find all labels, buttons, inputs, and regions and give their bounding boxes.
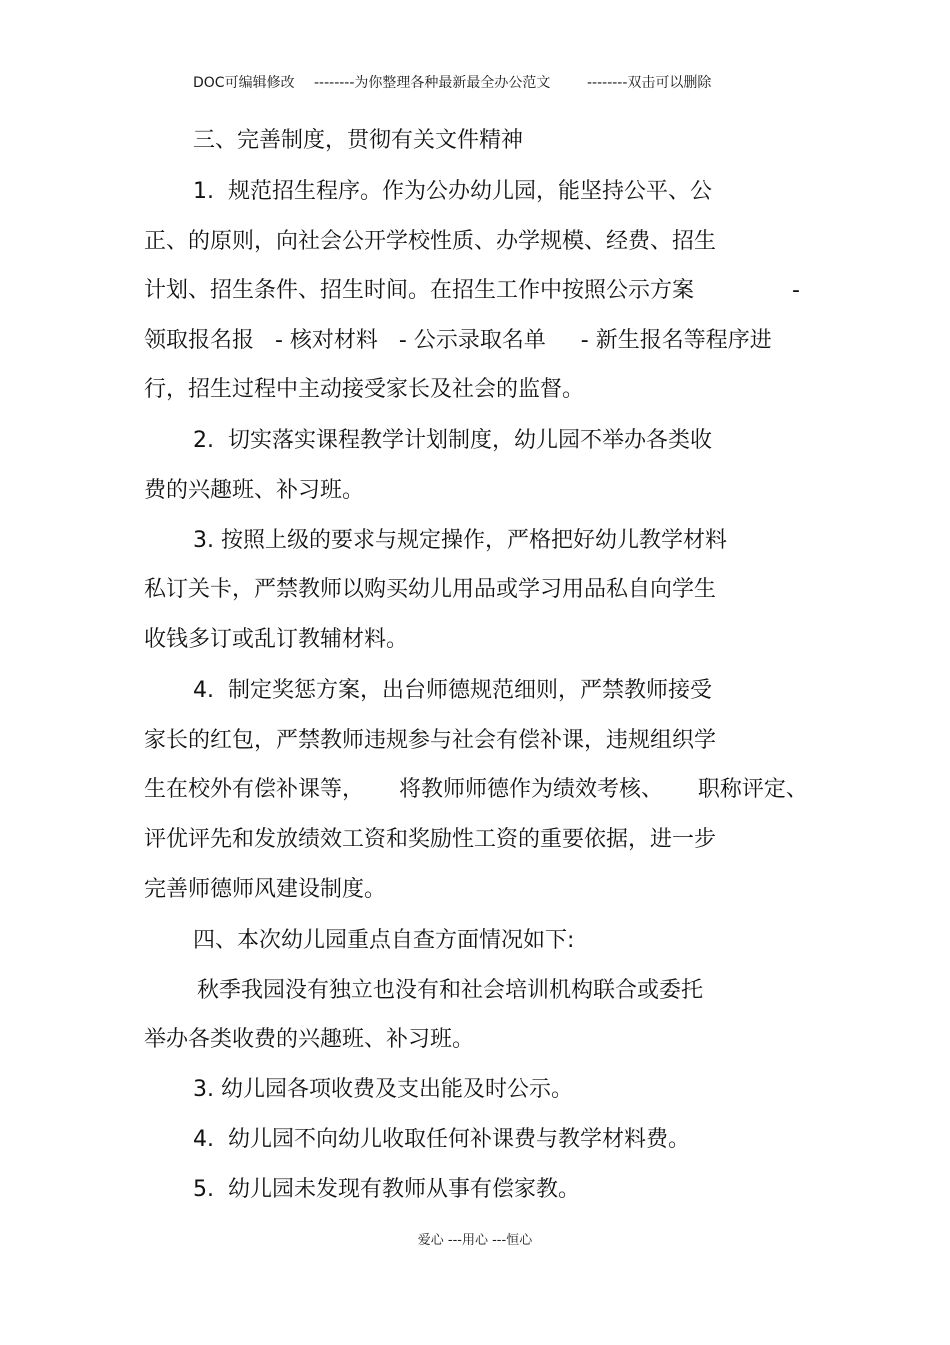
section-3-item-4-line-3: 生在校外有偿补课等， 将教师师德作为绩效考核、 职称评定、 xyxy=(144,777,808,802)
section-3-item-4-line-1: 4. 制定奖惩方案，出台师德规范细则，严禁教师接受 xyxy=(193,678,712,703)
section-4-item-4: 4. 幼儿园不向幼儿收取任何补课费与教学材料费。 xyxy=(193,1127,690,1152)
header-left-text: DOC可编辑修改 xyxy=(193,75,295,91)
section-4-item-3: 3. 幼儿园各项收费及支出能及时公示。 xyxy=(193,1077,573,1102)
section-4-item-5: 5. 幼儿园未发现有教师从事有偿家教。 xyxy=(193,1177,580,1202)
section-3-item-1-line-1: 1. 规范招生程序。作为公办幼儿园，能坚持公平、公 xyxy=(193,179,712,204)
header-middle-text: --------为你整理各种最新最全办公范文 xyxy=(314,75,551,91)
section-3-item-1-line-4: 领取报名报 - 核对材料 - 公示录取名单 - 新生报名等程序进 xyxy=(144,328,772,353)
section-3-item-2-line-2: 费的兴趣班、补习班。 xyxy=(144,478,365,503)
section-3-item-4-line-2: 家长的红包，严禁教师违规参与社会有偿补课，违规组织学 xyxy=(144,728,717,753)
section-3-item-3-line-3: 收钱多订或乱订教辅材料。 xyxy=(144,627,409,652)
section-3-item-1-line-3: 计划、招生条件、招生时间。在招生工作中按照公示方案 xyxy=(144,278,695,303)
header-right-text: --------双击可以删除 xyxy=(587,75,712,91)
section-3-item-4-line-5: 完善师德师风建设制度。 xyxy=(144,877,387,902)
section-3-item-1-line-5: 行，招生过程中主动接受家长及社会的监督。 xyxy=(144,377,585,402)
section-4-paragraph-line-2: 举办各类收费的兴趣班、补习班。 xyxy=(144,1027,475,1052)
section-3-item-1-line-2: 正、的原则，向社会公开学校性质、办学规模、经费、招生 xyxy=(144,229,717,254)
section-4-paragraph-line-1: 秋季我园没有独立也没有和社会培训机构联合或委托 xyxy=(197,978,704,1003)
page-footer: 爱心 ---用心 ---恒心 xyxy=(417,1233,533,1248)
section-3-item-3-line-1: 3. 按照上级的要求与规定操作，严格把好幼儿教学材料 xyxy=(193,528,727,553)
section-4-heading: 四、本次幼儿园重点自查方面情况如下: xyxy=(193,928,575,953)
section-3-item-2-line-1: 2. 切实落实课程教学计划制度，幼儿园不举办各类收 xyxy=(193,428,712,453)
section-3-item-3-line-2: 私订关卡，严禁教师以购买幼儿用品或学习用品私自向学生 xyxy=(144,577,717,602)
section-3-item-4-line-4: 评优评先和发放绩效工资和奖励性工资的重要依据，进一步 xyxy=(144,827,717,852)
section-3-heading: 三、完善制度，贯彻有关文件精神 xyxy=(193,128,524,153)
section-3-item-1-line-3-dash: - xyxy=(792,278,800,303)
